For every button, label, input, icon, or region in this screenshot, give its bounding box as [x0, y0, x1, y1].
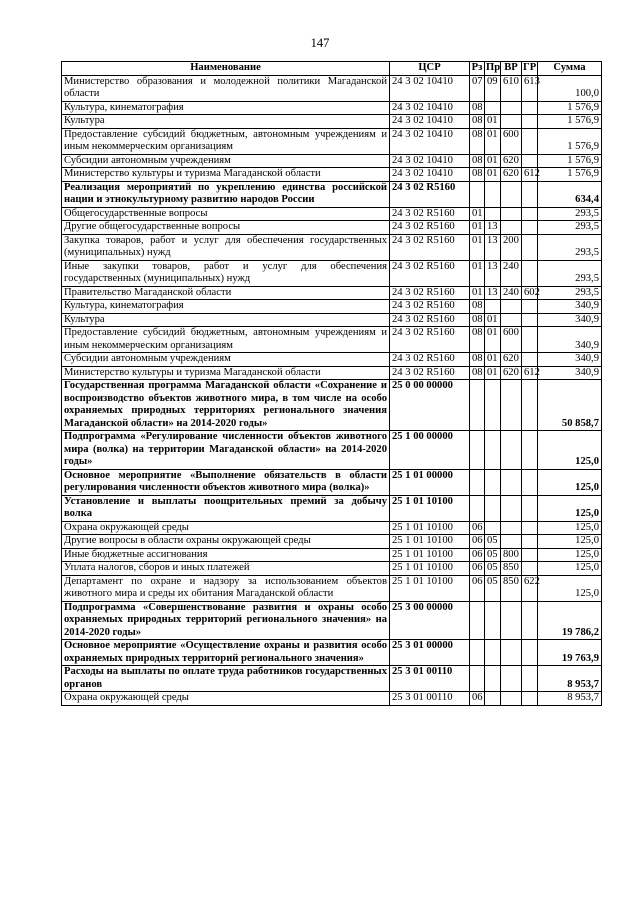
- row-vr: 850: [501, 562, 522, 576]
- row-rz: [470, 380, 485, 431]
- row-csr: 24 3 02 R5160: [390, 260, 470, 286]
- row-sum: 1 576,9: [538, 168, 602, 182]
- row-sum: 19 763,9: [538, 640, 602, 666]
- header-sum: Сумма: [538, 62, 602, 76]
- row-sum: 125,0: [538, 535, 602, 549]
- row-sum: 293,5: [538, 286, 602, 300]
- row-name: Другие вопросы в области охраны окружающей среды: [62, 535, 390, 549]
- table-row: [62, 234, 602, 260]
- row-rz: 01: [470, 207, 485, 221]
- row-csr: 24 3 02 10410: [390, 168, 470, 182]
- row-vr: [501, 221, 522, 235]
- row-name: Субсидии автономным учреждениям: [62, 353, 390, 367]
- row-vr: [501, 469, 522, 495]
- row-csr: 25 3 01 00000: [390, 640, 470, 666]
- row-gr: [522, 562, 538, 576]
- row-gr: [522, 692, 538, 706]
- table-row: [62, 168, 602, 182]
- table-row: [62, 128, 602, 154]
- row-name: Министерство культуры и туризма Магаданской области: [62, 366, 390, 380]
- row-sum: 634,4: [538, 181, 602, 207]
- row-sum: 8 953,7: [538, 692, 602, 706]
- row-pr: 05: [485, 575, 501, 601]
- row-pr: [485, 692, 501, 706]
- row-pr: [485, 300, 501, 314]
- row-pr: 13: [485, 286, 501, 300]
- row-sum: 125,0: [538, 469, 602, 495]
- row-gr: [522, 234, 538, 260]
- row-rz: 06: [470, 535, 485, 549]
- table-row: [62, 260, 602, 286]
- table-row: [62, 75, 602, 101]
- row-rz: 06: [470, 692, 485, 706]
- row-name: Иные бюджетные ассигнования: [62, 548, 390, 562]
- row-gr: [522, 327, 538, 353]
- row-gr: [522, 101, 538, 115]
- row-pr: 01: [485, 168, 501, 182]
- row-rz: 07: [470, 75, 485, 101]
- row-sum: 1 576,9: [538, 154, 602, 168]
- row-gr: [522, 221, 538, 235]
- row-rz: 06: [470, 562, 485, 576]
- row-vr: 240: [501, 286, 522, 300]
- row-name: Министерство культуры и туризма Магаданской области: [62, 168, 390, 182]
- row-vr: 200: [501, 234, 522, 260]
- row-rz: 08: [470, 327, 485, 353]
- row-pr: 01: [485, 353, 501, 367]
- row-vr: [501, 521, 522, 535]
- row-rz: 08: [470, 353, 485, 367]
- row-pr: 05: [485, 535, 501, 549]
- row-gr: [522, 353, 538, 367]
- row-csr: 25 3 00 00000: [390, 601, 470, 640]
- row-vr: [501, 313, 522, 327]
- row-pr: [485, 495, 501, 521]
- row-vr: [501, 115, 522, 129]
- row-vr: 850: [501, 575, 522, 601]
- row-name: Министерство образования и молодежной политики Магаданской области: [62, 75, 390, 101]
- table-row: [62, 154, 602, 168]
- row-rz: 08: [470, 101, 485, 115]
- row-csr: 25 1 01 00000: [390, 469, 470, 495]
- row-csr: 24 3 02 10410: [390, 75, 470, 101]
- row-vr: 620: [501, 353, 522, 367]
- row-vr: 240: [501, 260, 522, 286]
- row-pr: 09: [485, 75, 501, 101]
- row-vr: [501, 495, 522, 521]
- row-gr: 612: [522, 366, 538, 380]
- row-rz: 01: [470, 260, 485, 286]
- header-rz: Рз: [470, 62, 485, 76]
- row-csr: 24 3 02 10410: [390, 154, 470, 168]
- row-vr: [501, 535, 522, 549]
- row-gr: 622: [522, 575, 538, 601]
- table-row: [62, 207, 602, 221]
- row-rz: [470, 666, 485, 692]
- row-rz: [470, 469, 485, 495]
- row-gr: [522, 181, 538, 207]
- table-row: [62, 221, 602, 235]
- page-number: 147: [310, 36, 330, 50]
- row-vr: [501, 207, 522, 221]
- table-row: [62, 431, 602, 470]
- row-gr: [522, 313, 538, 327]
- row-pr: 01: [485, 115, 501, 129]
- row-csr: 25 1 01 10100: [390, 521, 470, 535]
- row-pr: [485, 207, 501, 221]
- row-name: Предоставление субсидий бюджетным, автономным учреждениям и иным некоммерческим организациям: [62, 128, 390, 154]
- table-body: [62, 75, 602, 705]
- table-row: [62, 601, 602, 640]
- row-rz: 06: [470, 521, 485, 535]
- row-rz: 06: [470, 548, 485, 562]
- row-vr: 600: [501, 128, 522, 154]
- table-row: [62, 115, 602, 129]
- row-sum: 50 858,7: [538, 380, 602, 431]
- row-gr: [522, 154, 538, 168]
- table-row: [62, 469, 602, 495]
- row-csr: 24 3 02 R5160: [390, 366, 470, 380]
- row-name: Реализация мероприятий по укреплению единства российской нации и этнокультурному развитию народов России: [62, 181, 390, 207]
- row-rz: [470, 181, 485, 207]
- row-sum: 125,0: [538, 431, 602, 470]
- row-name: Правительство Магаданской области: [62, 286, 390, 300]
- table-row: [62, 548, 602, 562]
- row-sum: 340,9: [538, 327, 602, 353]
- table-header: [62, 62, 602, 76]
- row-gr: [522, 431, 538, 470]
- row-gr: [522, 207, 538, 221]
- row-vr: 610: [501, 75, 522, 101]
- row-sum: 125,0: [538, 562, 602, 576]
- row-gr: 612: [522, 168, 538, 182]
- row-gr: 602: [522, 286, 538, 300]
- row-gr: [522, 640, 538, 666]
- row-gr: [522, 115, 538, 129]
- row-vr: 600: [501, 327, 522, 353]
- row-name: Культура: [62, 115, 390, 129]
- row-sum: 1 576,9: [538, 128, 602, 154]
- row-csr: 24 3 02 10410: [390, 115, 470, 129]
- row-gr: [522, 128, 538, 154]
- row-rz: 01: [470, 221, 485, 235]
- row-name: Государственная программа Магаданской области «Сохранение и воспроизводство объектов животного мира, в том числе на особо охраняемых природных территориях регионального значения Магаданской области» на 2014-2020 годы»: [62, 380, 390, 431]
- row-vr: [501, 692, 522, 706]
- row-rz: [470, 495, 485, 521]
- row-csr: 24 3 02 R5160: [390, 221, 470, 235]
- table-row: [62, 181, 602, 207]
- row-gr: [522, 260, 538, 286]
- row-gr: [522, 535, 538, 549]
- row-csr: 25 1 01 10100: [390, 562, 470, 576]
- row-name: Общегосударственные вопросы: [62, 207, 390, 221]
- row-name: Охрана окружающей среды: [62, 692, 390, 706]
- table-row: [62, 692, 602, 706]
- row-rz: 08: [470, 115, 485, 129]
- row-pr: 01: [485, 327, 501, 353]
- row-csr: 24 3 02 10410: [390, 128, 470, 154]
- row-pr: [485, 601, 501, 640]
- row-pr: [485, 181, 501, 207]
- row-pr: [485, 101, 501, 115]
- row-vr: 800: [501, 548, 522, 562]
- table-row: [62, 286, 602, 300]
- row-gr: [522, 469, 538, 495]
- row-sum: 293,5: [538, 260, 602, 286]
- row-sum: 293,5: [538, 221, 602, 235]
- table-row: [62, 353, 602, 367]
- row-rz: 08: [470, 300, 485, 314]
- row-name: Предоставление субсидий бюджетным, автономным учреждениям и иным некоммерческим организациям: [62, 327, 390, 353]
- row-rz: 08: [470, 313, 485, 327]
- table-row: [62, 101, 602, 115]
- row-pr: 01: [485, 128, 501, 154]
- row-sum: 340,9: [538, 300, 602, 314]
- row-rz: [470, 640, 485, 666]
- row-vr: [501, 300, 522, 314]
- row-pr: 05: [485, 562, 501, 576]
- row-sum: 340,9: [538, 313, 602, 327]
- row-csr: 24 3 02 R5160: [390, 327, 470, 353]
- table-row: [62, 380, 602, 431]
- row-rz: 01: [470, 234, 485, 260]
- table-row: [62, 575, 602, 601]
- row-name: Подпрограмма «Регулирование численности объектов животного мира (волка) на территории Магаданской области» на 2014-2020 годы»: [62, 431, 390, 470]
- row-sum: 340,9: [538, 353, 602, 367]
- row-sum: 125,0: [538, 575, 602, 601]
- row-pr: [485, 666, 501, 692]
- row-name: Уплата налогов, сборов и иных платежей: [62, 562, 390, 576]
- header-name: Наименование: [62, 62, 390, 76]
- row-pr: [485, 469, 501, 495]
- row-pr: 13: [485, 221, 501, 235]
- row-rz: 08: [470, 168, 485, 182]
- row-pr: [485, 380, 501, 431]
- row-csr: 25 3 01 00110: [390, 692, 470, 706]
- row-csr: 25 1 00 00000: [390, 431, 470, 470]
- row-gr: [522, 601, 538, 640]
- table-row: [62, 535, 602, 549]
- row-sum: 125,0: [538, 521, 602, 535]
- row-name: Расходы на выплаты по оплате труда работников государственных органов: [62, 666, 390, 692]
- row-vr: [501, 101, 522, 115]
- row-csr: 25 1 01 10100: [390, 535, 470, 549]
- row-rz: 08: [470, 128, 485, 154]
- row-name: Установление и выплаты поощрительных премий за добычу волка: [62, 495, 390, 521]
- row-sum: 1 576,9: [538, 115, 602, 129]
- row-pr: 01: [485, 313, 501, 327]
- row-csr: 24 3 02 R5160: [390, 207, 470, 221]
- row-pr: [485, 521, 501, 535]
- row-name: Культура, кинематография: [62, 300, 390, 314]
- row-csr: 25 1 01 10100: [390, 575, 470, 601]
- row-vr: [501, 380, 522, 431]
- row-csr: 25 1 01 10100: [390, 548, 470, 562]
- row-vr: [501, 181, 522, 207]
- table-row: [62, 300, 602, 314]
- row-name: Подпрограмма «Совершенствование развития и охраны особо охраняемых природных территорий регионального значения» на 2014-2020 годы»: [62, 601, 390, 640]
- row-sum: 340,9: [538, 366, 602, 380]
- row-csr: 24 3 02 R5160: [390, 234, 470, 260]
- row-sum: 293,5: [538, 207, 602, 221]
- table-row: [62, 495, 602, 521]
- row-gr: [522, 521, 538, 535]
- row-name: Культура: [62, 313, 390, 327]
- row-sum: 293,5: [538, 234, 602, 260]
- row-vr: [501, 431, 522, 470]
- row-gr: 613: [522, 75, 538, 101]
- row-sum: 19 786,2: [538, 601, 602, 640]
- row-name: Охрана окружающей среды: [62, 521, 390, 535]
- row-csr: 24 3 02 R5160: [390, 353, 470, 367]
- row-pr: 13: [485, 234, 501, 260]
- row-vr: [501, 666, 522, 692]
- row-rz: 08: [470, 154, 485, 168]
- row-csr: 25 3 01 00110: [390, 666, 470, 692]
- row-name: Закупка товаров, работ и услуг для обеспечения государственных (муниципальных) нужд: [62, 234, 390, 260]
- row-name: Другие общегосударственные вопросы: [62, 221, 390, 235]
- row-pr: [485, 431, 501, 470]
- row-rz: 08: [470, 366, 485, 380]
- row-name: Основное мероприятие «Осуществление охраны и развития особо охраняемых природных территорий регионального значения»: [62, 640, 390, 666]
- row-name: Субсидии автономным учреждениям: [62, 154, 390, 168]
- table-row: [62, 666, 602, 692]
- table-row: [62, 562, 602, 576]
- row-csr: 24 3 02 R5160: [390, 286, 470, 300]
- row-sum: 8 953,7: [538, 666, 602, 692]
- table-row: [62, 640, 602, 666]
- header-vr: ВР: [501, 62, 522, 76]
- row-pr: 01: [485, 154, 501, 168]
- row-csr: 24 3 02 R5160: [390, 181, 470, 207]
- row-csr: 24 3 02 10410: [390, 101, 470, 115]
- row-vr: 620: [501, 366, 522, 380]
- row-gr: [522, 380, 538, 431]
- row-pr: 13: [485, 260, 501, 286]
- row-vr: 620: [501, 154, 522, 168]
- row-name: Культура, кинематография: [62, 101, 390, 115]
- row-pr: [485, 640, 501, 666]
- row-vr: 620: [501, 168, 522, 182]
- row-name: Департамент по охране и надзору за использованием объектов животного мира и среды их обитания Магаданской области: [62, 575, 390, 601]
- row-sum: 1 576,9: [538, 101, 602, 115]
- row-rz: 06: [470, 575, 485, 601]
- row-name: Иные закупки товаров, работ и услуг для обеспечения государственных (муниципальных) нужд: [62, 260, 390, 286]
- header-csr: ЦСР: [390, 62, 470, 76]
- table-row: [62, 313, 602, 327]
- row-csr: 24 3 02 R5160: [390, 300, 470, 314]
- row-vr: [501, 640, 522, 666]
- row-gr: [522, 548, 538, 562]
- row-name: Основное мероприятие «Выполнение обязательств в области регулирования численности объектов животного мира (волка)»: [62, 469, 390, 495]
- header-pr: Пр: [486, 62, 501, 73]
- row-csr: 25 0 00 00000: [390, 380, 470, 431]
- row-sum: 100,0: [538, 75, 602, 101]
- row-sum: 125,0: [538, 495, 602, 521]
- table-row: [62, 327, 602, 353]
- row-vr: [501, 601, 522, 640]
- row-gr: [522, 495, 538, 521]
- row-rz: 01: [470, 286, 485, 300]
- row-pr: 05: [485, 548, 501, 562]
- row-gr: [522, 300, 538, 314]
- row-rz: [470, 431, 485, 470]
- table-row: [62, 366, 602, 380]
- row-csr: 25 1 01 10100: [390, 495, 470, 521]
- row-gr: [522, 666, 538, 692]
- row-rz: [470, 601, 485, 640]
- row-sum: 125,0: [538, 548, 602, 562]
- header-gr: ГР: [523, 62, 537, 73]
- budget-table: [61, 61, 602, 706]
- row-csr: 24 3 02 R5160: [390, 313, 470, 327]
- row-pr: 01: [485, 366, 501, 380]
- table-row: [62, 521, 602, 535]
